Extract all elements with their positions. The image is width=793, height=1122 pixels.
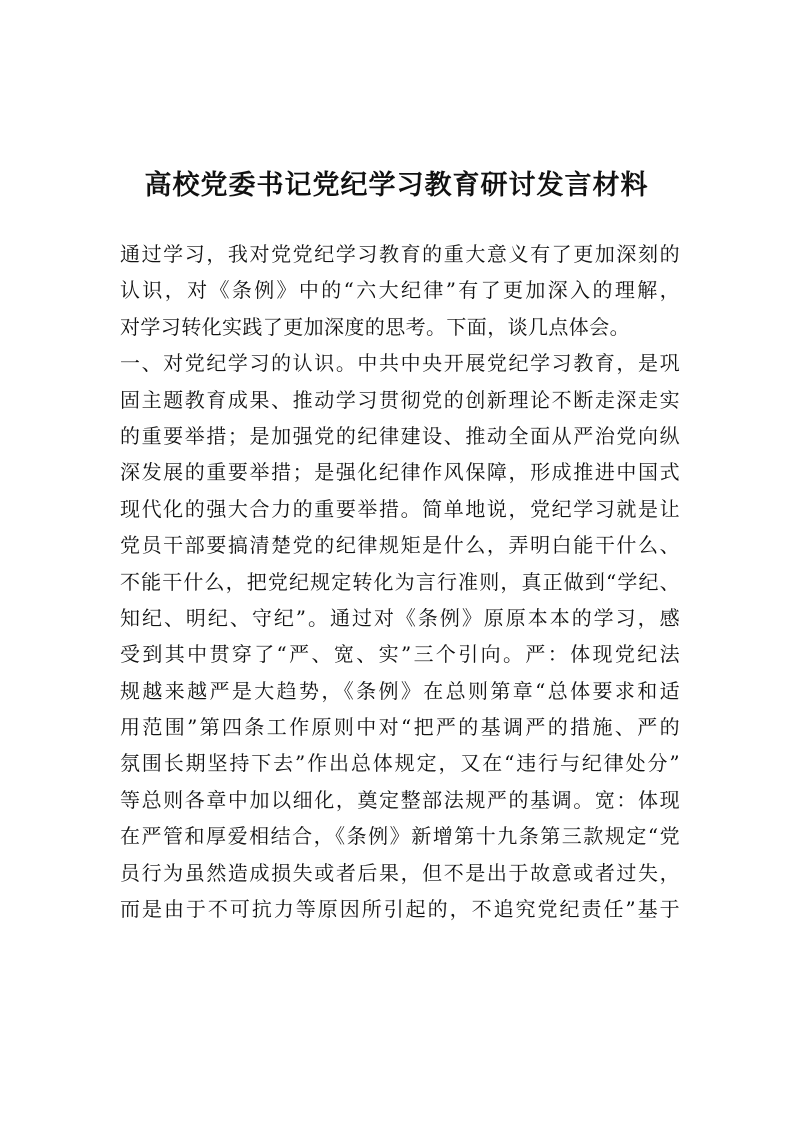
document-title: 高校党委书记党纪学习教育研讨发言材料: [144, 170, 649, 201]
body-line: 氛围长期坚持下去”作出总体规定，又在“违行与纪律处分”: [120, 751, 680, 776]
document-body: [120, 236, 680, 927]
body-line: 而是由于不可抗力等原因所引起的，不追究党纪责任”基于: [120, 897, 680, 922]
body-line: 受到其中贯穿了“严、宽、实”三个引向。严：体现党纪法: [120, 642, 680, 667]
body-line: 认识，对《条例》中的“六大纪律”有了更加深入的理解，: [120, 278, 680, 303]
body-line: 深发展的重要举措；是强化纪律作风保障，形成推进中国式: [120, 460, 680, 485]
body-line: 知纪、明纪、守纪”。通过对《条例》原原本本的学习，感: [120, 605, 680, 630]
body-line: 在严管和厚爱相结合，《条例》新增第十九条第三款规定“党: [120, 824, 680, 849]
body-line: 的重要举措；是加强党的纪律建设、推动全面从严治党向纵: [120, 423, 680, 448]
body-line: 规越来越严是大趋势，《条例》在总则第章“总体要求和适: [120, 678, 680, 703]
body-line: 固主题教育成果、推动学习贯彻党的创新理论不断走深走实: [120, 387, 680, 412]
body-line: 员行为虽然造成损失或者后果，但不是出于故意或者过失，: [120, 860, 680, 885]
body-line: 用范围”第四条工作原则中对“把严的基调严的措施、严的: [120, 715, 680, 740]
body-line: 一、对党纪学习的认识。中共中央开展党纪学习教育，是巩: [120, 351, 680, 376]
body-line: 通过学习，我对党党纪学习教育的重大意义有了更加深刻的: [120, 242, 680, 266]
body-line: 对学习转化实践了更加深度的思考。下面，谈几点体会。: [120, 314, 630, 339]
body-line: 党员干部要搞清楚党的纪律规矩是什么，弄明白能干什么、: [120, 533, 680, 558]
body-line: 等总则各章中加以细化，奠定整部法规严的基调。宽：体现: [120, 787, 680, 812]
body-line: 不能干什么，把党纪规定转化为言行准则，真正做到“学纪、: [120, 569, 680, 594]
body-line: 现代化的强大合力的重要举措。简单地说，党纪学习就是让: [120, 496, 680, 521]
